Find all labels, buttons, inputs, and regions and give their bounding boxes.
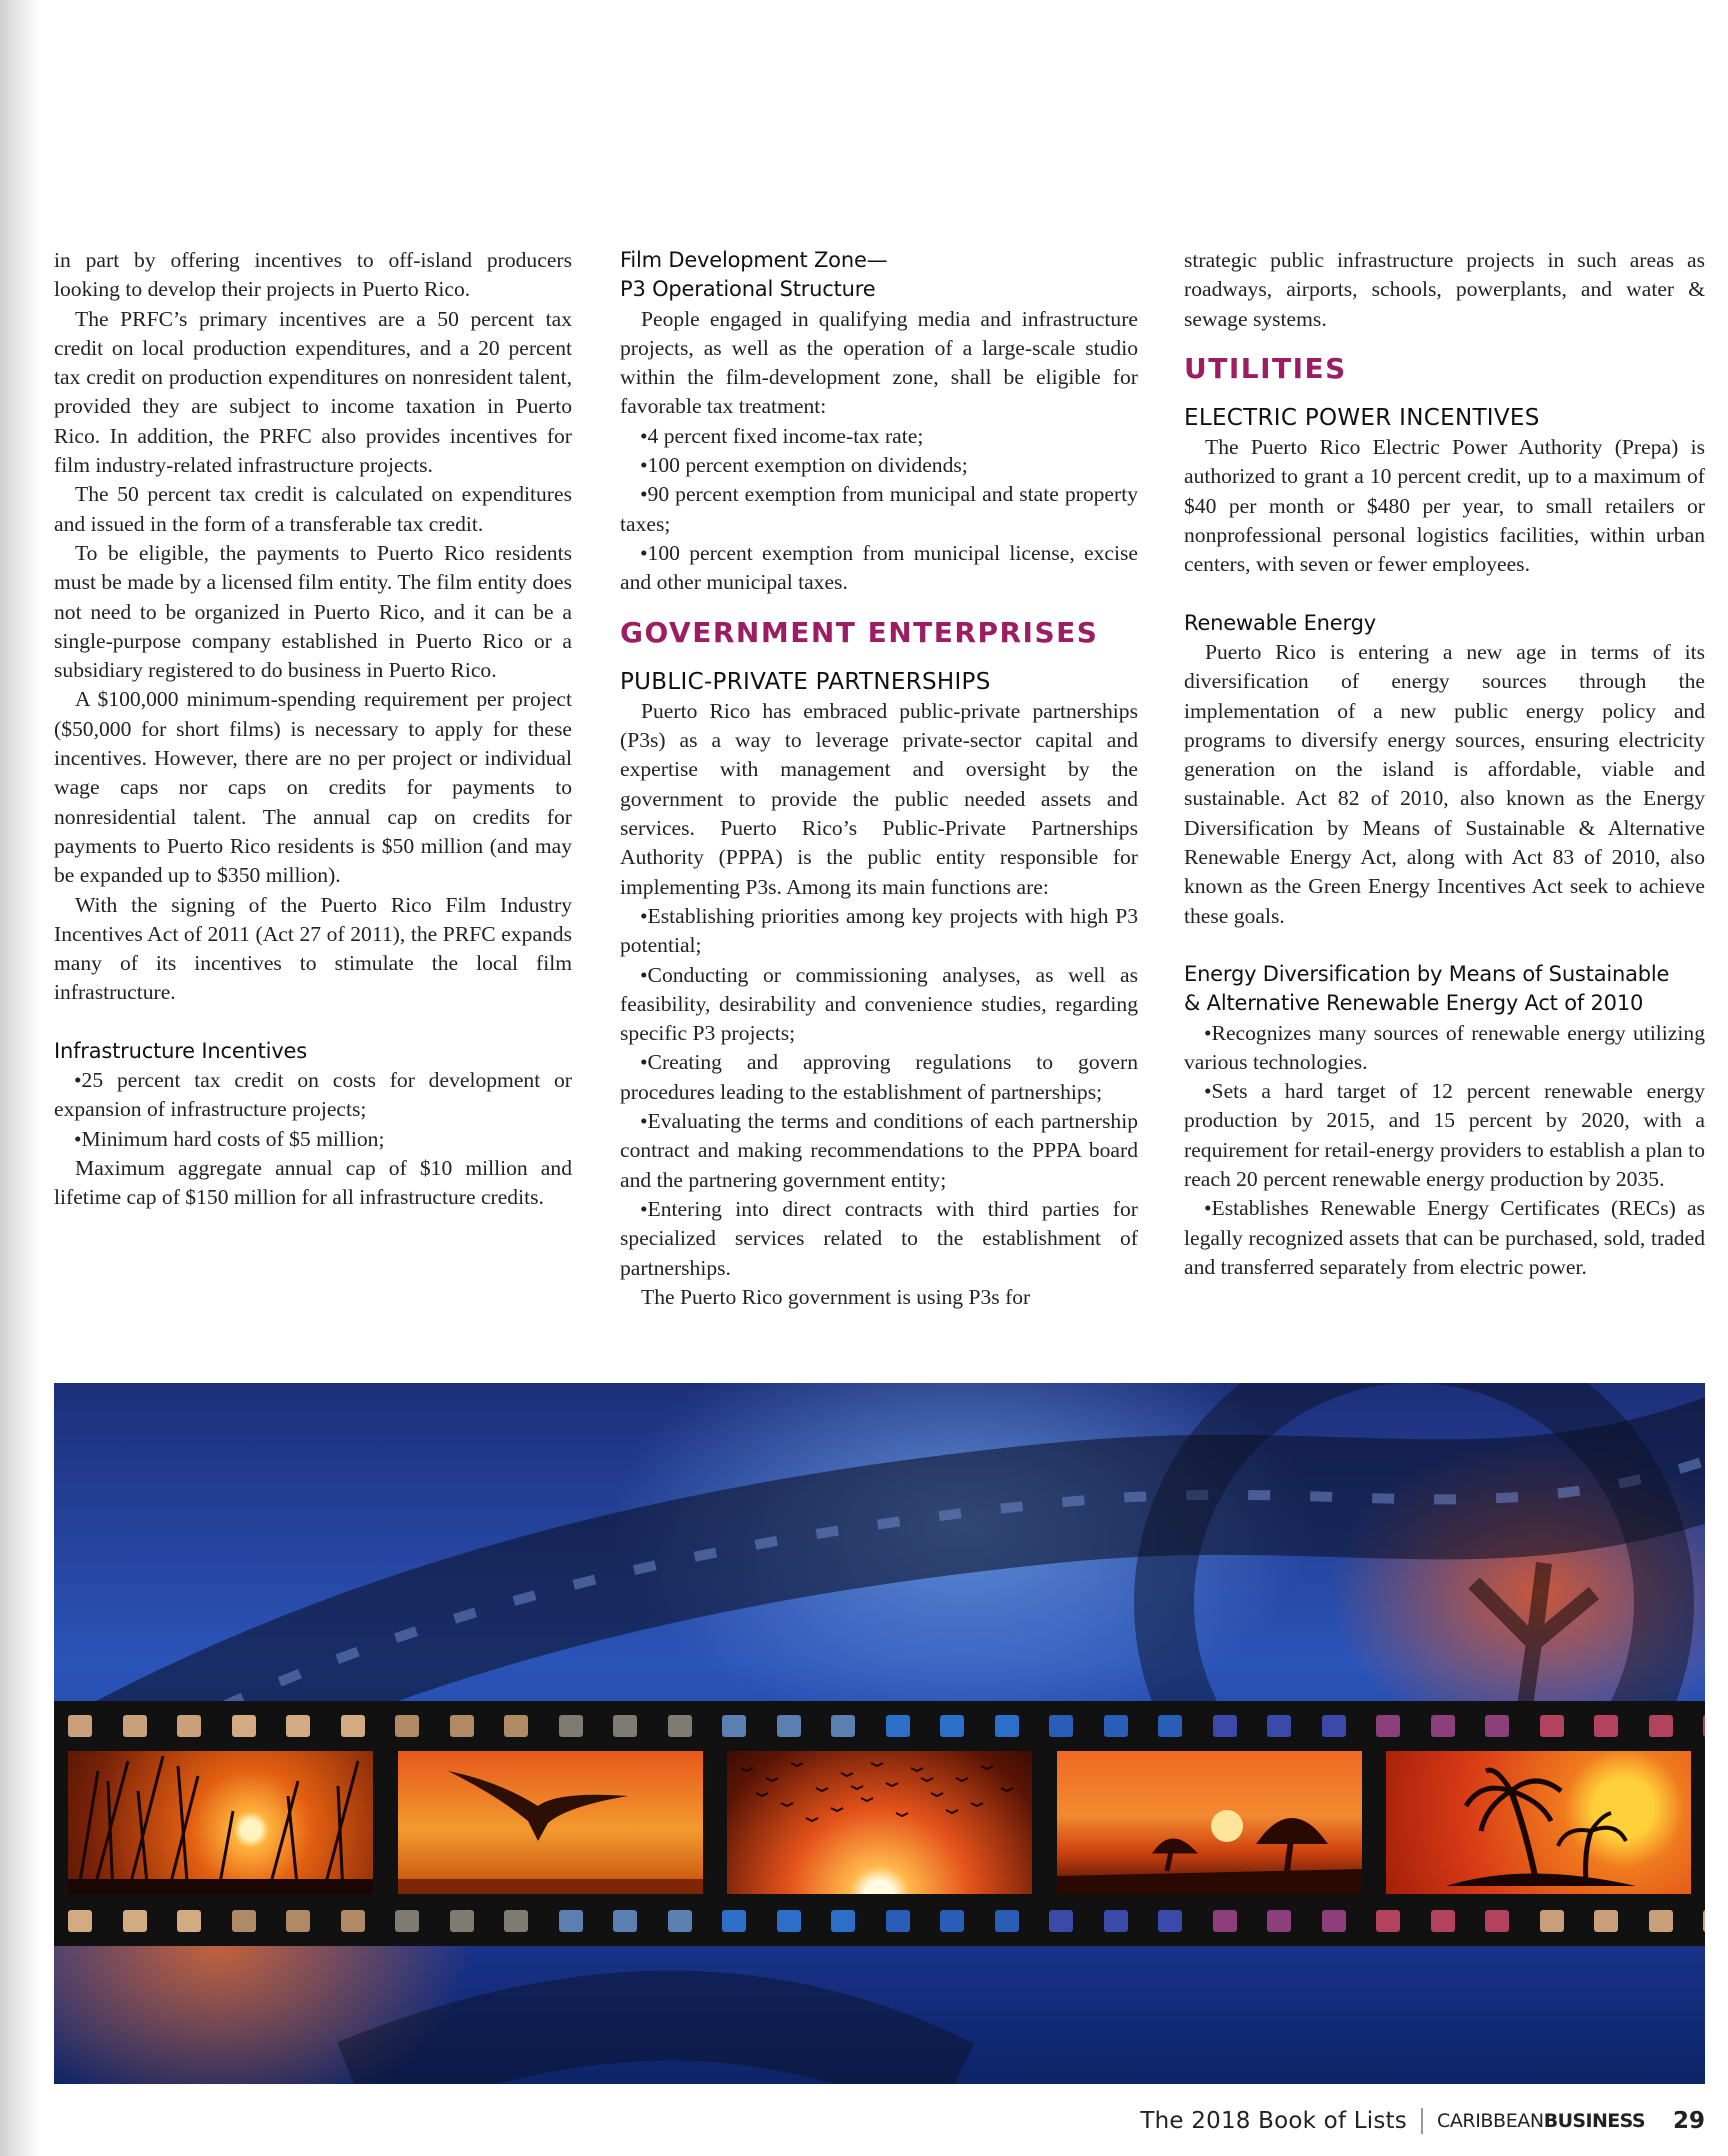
frame-birds-flock [727,1751,1032,1894]
sprocket-hole [886,1715,910,1737]
frame-sunset-grass [68,1751,373,1894]
sprocket-hole [395,1715,419,1737]
sprocket-hole [1213,1910,1237,1932]
sprocket-hole [1376,1910,1400,1932]
sprocket-hole [395,1910,419,1932]
bird-silhouette [831,1808,843,1811]
sprocket-hole [722,1910,746,1932]
sprocket-hole [1540,1715,1564,1737]
sprocket-hole [177,1910,201,1932]
frame-palm-island [1386,1751,1691,1894]
sprocket-hole [1267,1715,1291,1737]
bullet-item: •Recognizes many sources of renewable energy utilizing various technologies. [1184,1020,1705,1074]
bird-silhouette [851,1786,863,1789]
sprocket-hole [613,1715,637,1737]
bullet-item: •Establishes Renewable Energy Certificates (RECs) as legally recognized assets that can be purchased, sold, traded and transferred separately from electric power. [1184,1196,1705,1279]
public-private-partnerships-heading: PUBLIC-PRIVATE PARTNERSHIPS [620,668,991,695]
page-spine-shadow [0,0,38,2156]
sprocket-hole [450,1910,474,1932]
sprocket-hole [504,1715,528,1737]
paragraph: Puerto Rico has embraced public-private partnerships (P3s) as a way to leverage private-sector capital and expertise with management and oversight by the government to provide the public needed assets and services. Puerto Rico’s Public-Private Partnerships Authority (PPPA) is the public entity responsible for implementing P3s. Among its main functions are: [620,698,1138,899]
paragraph: With the signing of the Puerto Rico Film Industry Incentives Act of 2011 (Act 27 of 2011), the PRFC expands many of its incentives to stimulate the local film infrastructure. [54,892,572,1005]
bullet-item: •Evaluating the terms and conditions of each partnership contract and making recommendations to the PPPA board and the partnering government entity; [620,1109,1138,1192]
film-strip [54,1701,1705,1946]
bullet-item: •25 percent tax credit on costs for development or expansion of infrastructure projects; [54,1068,572,1122]
sprocket-hole [1540,1910,1564,1932]
sprocket-hole [1322,1715,1346,1737]
sprocket-hole [777,1715,801,1737]
page-footer [1140,2106,1705,2136]
sprocket-hole [886,1910,910,1932]
paragraph: The Puerto Rico Electric Power Authority (Prepa) is authorized to grant a 10 percent credit, up to a maximum of $40 per month or $480 per year, to small retailers or nonprofessional personal logistics facilities, within urban centers, with seven or fewer employees. [1184,435,1705,577]
bird-silhouette [756,1793,768,1796]
trees-silhouette [1057,1751,1362,1894]
paragraph: The 50 percent tax credit is calculated on expenditures and issued in the form of a transferable tax credit. [54,482,572,536]
sprocket-hole [1649,1715,1673,1737]
paragraph: strategic public infrastructure projects in such areas as roadways, airports, schools, powerplants, and water & sewage systems. [1184,248,1705,331]
page-number: 29 [1672,2108,1705,2134]
paragraph: Maximum aggregate annual cap of $10 million and lifetime cap of $150 million for all infrastructure credits. [54,1155,572,1210]
film-zone-heading-line2: P3 Operational Structure [620,277,876,302]
bird-silhouette [806,1818,818,1821]
bird-silhouette [861,1798,873,1801]
bird-silhouette [1001,1788,1013,1791]
paragraph: The Puerto Rico government is using P3s for [641,1284,1031,1309]
sprocket-hole [1104,1910,1128,1932]
sprocket-hole [123,1715,147,1737]
sprocket-hole [1267,1910,1291,1932]
bird-silhouette [791,1763,803,1766]
frame-seagull [398,1751,703,1894]
sprocket-hole [1594,1910,1618,1932]
sprocket-hole [940,1715,964,1737]
bird-silhouette [911,1768,923,1771]
column-3 [1184,246,1705,1282]
bird-silhouette [871,1763,883,1766]
bullet-item: •90 percent exemption from municipal and state property taxes; [620,482,1138,536]
sprocket-hole [286,1715,310,1737]
utilities-heading: UTILITIES [1184,351,1347,385]
bird-silhouette [896,1813,908,1816]
film-zone-heading-line1: Film Development Zone— [620,248,888,272]
sprocket-hole [1485,1715,1509,1737]
sprocket-hole [68,1715,92,1737]
sprocket-hole [940,1910,964,1932]
sprocket-hole [286,1910,310,1932]
column-1 [54,246,572,1213]
sprocket-hole [1431,1715,1455,1737]
sprocket-hole [1049,1910,1073,1932]
sprocket-hole [504,1910,528,1932]
sprocket-hole [1649,1910,1673,1932]
sprocket-hole [1049,1715,1073,1737]
publication-title: The 2018 Book of Lists [1140,2108,1407,2134]
sprocket-hole [613,1910,637,1932]
paragraph: To be eligible, the payments to Puerto Rico residents must be made by a licensed film entity. The film entity does not need to be organized in Puerto Rico, and it can be a single-purpose company established in Puerto Rico or a subsidiary registered to do business in Puerto Rico. [54,540,572,683]
sprocket-hole [722,1715,746,1737]
brand-name-caribbean: CARIBBEAN [1436,2110,1544,2132]
sprocket-holes-top [68,1715,1705,1737]
renewable-energy-heading: Renewable Energy [1184,610,1376,635]
sprocket-hole [559,1910,583,1932]
energy-diversification-heading-line1: Energy Diversification by Means of Sustainable [1184,961,1670,986]
bird-silhouette [841,1773,853,1776]
bird-silhouette [921,1778,933,1781]
sprocket-hole [831,1910,855,1932]
bullet-item: •100 percent exemption from municipal license, excise and other municipal taxes. [620,540,1138,595]
bullet-item: •Establishing priorities among key projects with high P3 potential; [620,903,1138,958]
sprocket-hole [232,1715,256,1737]
infrastructure-incentives-heading: Infrastructure Incentives [54,1038,308,1063]
sprocket-hole [123,1910,147,1932]
bird-silhouette [741,1768,753,1771]
sprocket-hole [341,1910,365,1932]
sprocket-hole [559,1715,583,1737]
bird-silhouette [886,1783,898,1786]
bullet-item: •Conducting or commissioning analyses, as well as feasibility, desirability and convenience studies, regarding specific P3 projects; [620,962,1138,1046]
paragraph: A $100,000 minimum-spending requirement per project ($50,000 for short films) is necessary to apply for these incentives. However, there are no per project or individual wage caps nor caps on credits for payments to nonresidential talent. The annual cap on credits for payments to Puerto Rico residents is $50 million (and may be expanded up to $350 million). [54,687,572,888]
sprocket-hole [1703,1910,1705,1932]
birds-flock [727,1751,1032,1894]
film-strip-photo [54,1383,1705,2084]
sprocket-hole [1594,1715,1618,1737]
footer-divider [1421,2108,1423,2134]
bullet-item: •Creating and approving regulations to govern procedures leading to the establishment of partnerships; [620,1050,1138,1104]
government-enterprises-heading: GOVERNMENT ENTERPRISES [620,615,1099,649]
sprocket-hole [1158,1910,1182,1932]
energy-diversification-heading-line2: & Alternative Renewable Energy Act of 2010 [1184,991,1644,1016]
paragraph: The PRFC’s primary incentives are a 50 percent tax credit on local production expenditures, and a 20 percent tax credit on production expenditures on nonresident talent, provided they are subject to income taxation in Puerto Rico. In addition, the PRFC also provides incentives for film industry-related infrastructure projects. [54,306,572,478]
palm-silhouette [1386,1751,1691,1894]
sprocket-hole [995,1910,1019,1932]
sprocket-hole [995,1715,1019,1737]
sprocket-hole [450,1715,474,1737]
sprocket-hole [668,1715,692,1737]
sprocket-hole [1376,1715,1400,1737]
sprocket-hole [777,1910,801,1932]
bird-silhouette [956,1778,968,1781]
bullet-item: •Minimum hard costs of $5 million; [74,1126,385,1151]
sprocket-hole [1213,1715,1237,1737]
bird-silhouette [931,1793,943,1796]
brand-name-business: BUSINESS [1543,2110,1645,2132]
sprocket-hole [1703,1715,1705,1737]
bird-silhouette [971,1803,983,1806]
paragraph: People engaged in qualifying media and infrastructure projects, as well as the operation of a large-scale studio within the film-development zone, shall be eligible for favorable tax treatment: [620,306,1138,419]
grass-silhouette [68,1751,373,1894]
bird-silhouette [816,1788,828,1791]
column-2 [620,246,1138,1312]
sprocket-hole [668,1910,692,1932]
sprocket-hole [831,1715,855,1737]
sprocket-hole [1158,1715,1182,1737]
sprocket-holes-bottom [68,1910,1705,1932]
sprocket-hole [177,1715,201,1737]
sprocket-hole [1322,1910,1346,1932]
bullet-item: •Entering into direct contracts with third parties for specialized services related to the establishment of partnerships. [620,1196,1138,1280]
bird-silhouette [766,1778,778,1781]
sprocket-hole [1485,1910,1509,1932]
sprocket-hole [232,1910,256,1932]
bullet-item: •100 percent exemption on dividends; [640,453,968,478]
sprocket-hole [1104,1715,1128,1737]
paragraph: Puerto Rico is entering a new age in terms of its diversification of energy sources through the implementation of a new public energy policy and programs to diversify energy sources, ensuring electricity generation on the island is affordable, viable and sustainable. Act 82 of 2010, also known as the Energy Diversification by Means of Sustainable & Alternative Renewable Energy Act, along with Act 83 of 2010, also known as the Green Energy Incentives Act seek to achieve these goals. [1184,639,1705,928]
sprocket-hole [68,1910,92,1932]
sprocket-hole [1431,1910,1455,1932]
bullet-item: •Sets a hard target of 12 percent renewable energy production by 2015, and 15 percent by 2020, with a requirement for retail-energy providers to establish a plan to reach 20 percent renewable energy production by 2035. [1184,1079,1705,1192]
electric-power-incentives-heading: ELECTRIC POWER INCENTIVES [1184,404,1540,431]
bird-silhouette [946,1810,958,1813]
bird-silhouette [781,1803,793,1806]
bird-silhouette [981,1766,993,1769]
sprocket-hole [341,1715,365,1737]
seagull-silhouette [398,1751,703,1894]
paragraph: in part by offering incentives to off-island producers looking to develop their projects in Puerto Rico. [54,248,572,302]
frame-savanna-trees [1057,1751,1362,1894]
bullet-item: •4 percent fixed income-tax rate; [640,423,924,448]
